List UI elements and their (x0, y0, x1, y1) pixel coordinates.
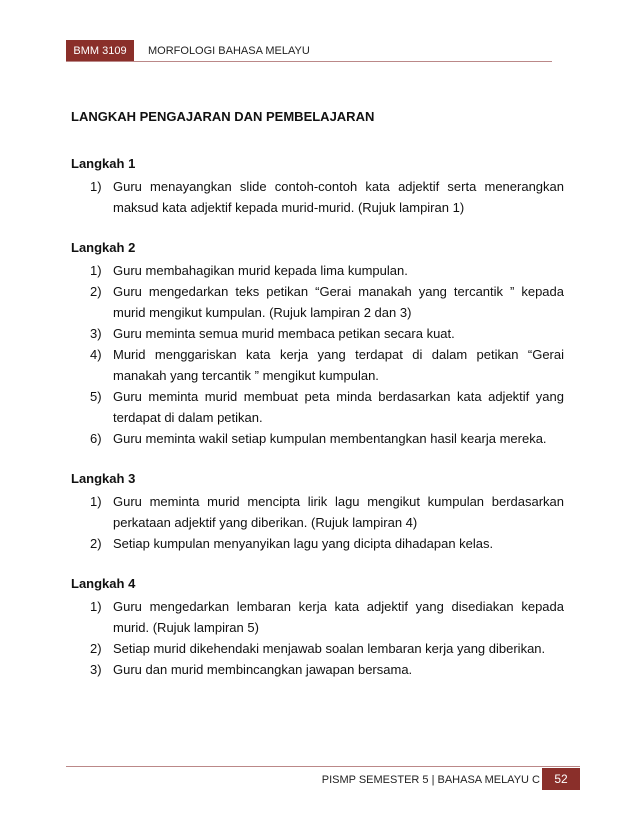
item-number: 3) (90, 662, 102, 677)
step-title: Langkah 2 (71, 240, 136, 255)
list-item (71, 386, 564, 428)
list-item (71, 638, 564, 659)
item-number: 6) (90, 431, 102, 446)
footer-divider (66, 766, 580, 767)
item-text: Guru mengedarkan teks petikan “Gerai manakah yang tercantik ” kepada murid mengikut kumpulan. (Rujuk lampiran 2 dan 3) (113, 284, 564, 320)
footer-text: PISMP SEMESTER 5 | BAHASA MELAYU C (321, 774, 540, 786)
list-item (71, 491, 564, 533)
document-body (71, 106, 564, 699)
item-text: Guru menayangkan slide contoh-contoh kata adjektif serta menerangkan maksud kata adjektif kepada murid-murid. (Rujuk lampiran 1) (113, 179, 564, 215)
step-1 (71, 153, 564, 218)
step-title: Langkah 1 (71, 156, 136, 171)
step-list (71, 596, 564, 680)
item-number: 2) (90, 641, 102, 656)
header-course-code: BMM 3109 (66, 40, 134, 62)
step-4 (71, 573, 564, 680)
item-number: 1) (90, 263, 102, 278)
step-title: Langkah 3 (71, 471, 136, 486)
list-item (71, 344, 564, 386)
list-item (71, 428, 564, 449)
list-item (71, 323, 564, 344)
step-list (71, 176, 564, 218)
item-text: Guru meminta murid membuat peta minda berdasarkan kata adjektif yang terdapat di dalam petikan. (113, 389, 564, 425)
item-number: 1) (90, 494, 102, 509)
item-number: 1) (90, 179, 102, 194)
step-title: Langkah 4 (71, 576, 136, 591)
item-text: Guru mengedarkan lembaran kerja kata adjektif yang disediakan kepada murid. (Rujuk lampiran 5) (113, 599, 564, 635)
step-2 (71, 237, 564, 449)
list-item (71, 176, 564, 218)
item-text: Guru meminta wakil setiap kumpulan membentangkan hasil kearja mereka. (113, 431, 547, 446)
item-text: Setiap kumpulan menyanyikan lagu yang dicipta dihadapan kelas. (113, 536, 494, 551)
item-number: 4) (90, 347, 102, 362)
list-item (71, 533, 564, 554)
item-text: Guru meminta murid mencipta lirik lagu mengikut kumpulan berdasarkan perkataan adjektif yang diberikan. (Rujuk lampiran 4) (113, 494, 564, 530)
list-item (71, 281, 564, 323)
item-text: Guru meminta semua murid membaca petikan secara kuat. (113, 326, 455, 341)
list-item (71, 596, 564, 638)
page-number: 52 (542, 768, 580, 790)
step-list (71, 491, 564, 554)
item-text: Setiap murid dikehendaki menjawab soalan lembaran kerja yang diberikan. (113, 641, 546, 656)
item-text: Guru dan murid membincangkan jawapan bersama. (113, 662, 413, 677)
item-number: 5) (90, 389, 102, 404)
item-number: 2) (90, 284, 102, 299)
header-divider (66, 61, 552, 62)
header-course-title: MORFOLOGI BAHASA MELAYU (148, 45, 310, 57)
item-number: 2) (90, 536, 102, 551)
item-number: 3) (90, 326, 102, 341)
step-list (71, 260, 564, 449)
step-3 (71, 468, 564, 554)
list-item (71, 260, 564, 281)
item-text: Guru membahagikan murid kepada lima kumpulan. (113, 263, 408, 278)
list-item (71, 659, 564, 680)
item-text: Murid menggariskan kata kerja yang terdapat di dalam petikan “Gerai manakah yang tercantik ” mengikut kumpulan. (113, 347, 564, 383)
item-number: 1) (90, 599, 102, 614)
section-title: LANGKAH PENGAJARAN DAN PEMBELAJARAN (71, 109, 375, 124)
